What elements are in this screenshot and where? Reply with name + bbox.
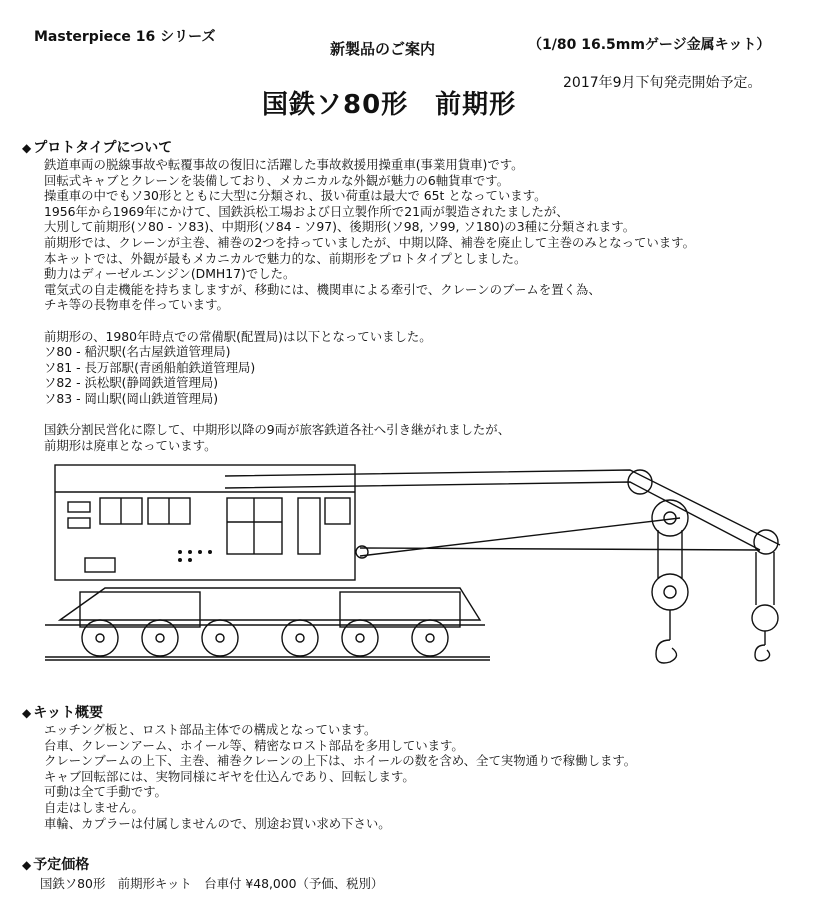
paragraph-line: 前期形では、クレーンが主巻、補巻の2つを持っていましたが、中期以降、補巻を廃止して主巻のみとなっています。 [44,234,695,250]
aux-hook-icon [755,645,770,661]
paragraph-line: エッチング板と、ロスト部品主体での構成となっています。 [44,722,377,737]
diamond-bullet-icon: ◆ [22,858,32,872]
station-item: ソ80 - 稲沢駅(名古屋鉄道管理局) [44,344,231,360]
station-item: ソ81 - 長万部駅(青函船舶鉄道管理局) [44,359,256,375]
paragraph-line: 前期形は廃車となっています。 [44,437,217,453]
prototype-body [44,157,695,453]
paragraph-line: キャブ回転部には、実物同様にギヤを仕込んであり、回転します。 [44,768,415,784]
paragraph-line: 動力はディーゼルエンジン(DMH17)でした。 [44,266,296,282]
main-hook-block [652,574,688,610]
paragraph-line: 電気式の自走機能を持ちましますが、移動には、機関車による牽引で、クレーンのブームを置く為、 [44,281,601,297]
price-line: 国鉄ソ80形 前期形キット 台車付 ¥48,000（予価、税別） [40,876,384,891]
series-label: Masterpiece 16 シリーズ [34,29,216,45]
section-heading-text: 予定価格 [33,857,90,873]
kit-body [44,722,636,831]
section-heading-kit [22,702,103,722]
crane-car-diagram [40,460,790,675]
main-hook-icon [656,640,677,663]
stations-intro: 前期形の、1980年時点での常備駅(配置局)は以下となっていました。 [44,328,432,344]
paragraph-line: クレーンブームの上下、主巻、補巻クレーンの上下は、ホイールの数を含め、全て実物通りで稼働します。 [44,753,637,769]
station-item: ソ83 - 岡山駅(岡山鉄道管理局) [44,390,219,406]
station-item: ソ82 - 浜松駅(静岡鉄道管理局) [44,375,219,391]
paragraph-line: 台車、クレーンアーム、ホイール等、精密なロスト部品を多用しています。 [44,737,464,753]
diamond-bullet-icon: ◆ [22,706,32,720]
notice-label: 新製品のご案内 [330,40,436,58]
paragraph-line: 可動は全て手動です。 [44,784,167,800]
pulley-icon [628,470,652,494]
paragraph-line: チキ等の長物車を伴っています。 [44,297,229,313]
section-heading-prototype [22,137,172,157]
paragraph-line: 鉄道車両の脱線事故や転覆事故の復旧に活躍した事故救援用操重車(事業用貨車)です。 [44,157,524,172]
diamond-bullet-icon: ◆ [22,141,32,155]
section-heading-price [22,854,89,874]
aux-hook-block [752,605,778,631]
paragraph-line: 車輪、カプラーは付属しませんので、別途お買い求め下さい。 [44,815,391,831]
underframe [60,588,480,620]
crane-boom [225,470,780,545]
paragraph-line: 操重車の中でもソ30形とともに大型に分類され、扱い荷重は最大で 65t となっています。 [44,188,547,204]
kit-type-label: （1/80 16.5mmゲージ金属キット） [528,37,771,53]
paragraph-line: 本キットでは、外観が最もメカニカルで魅力的な、前期形をプロトタイプとしました。 [44,250,527,266]
paragraph-line: 大別して前期形(ソ80 - ソ83)、中期形(ソ84 - ソ97)、後期形(ソ98, ソ99, ソ180)の3種に分類されます。 [44,219,636,235]
section-heading-text: キット概要 [33,705,103,721]
paragraph-line: 国鉄分割民営化に際して、中期形以降の9両が旅客鉄道各社へ引き継がれましたが、 [44,422,511,438]
page-title: 国鉄ソ80形 前期形 [262,90,517,120]
paragraph-line: 回転式キャブとクレーンを装備しており、メカニカルな外観が魅力の6軸貨車です。 [44,172,510,188]
paragraph-line: 自走はしません。 [44,799,144,815]
paragraph-line: 1956年から1969年にかけて、国鉄浜松工場および日立製作所で21両が製造されたましたが、 [44,203,569,219]
release-date: 2017年9月下旬発売開始予定。 [563,75,762,91]
section-heading-text: プロトタイプについて [33,140,173,156]
